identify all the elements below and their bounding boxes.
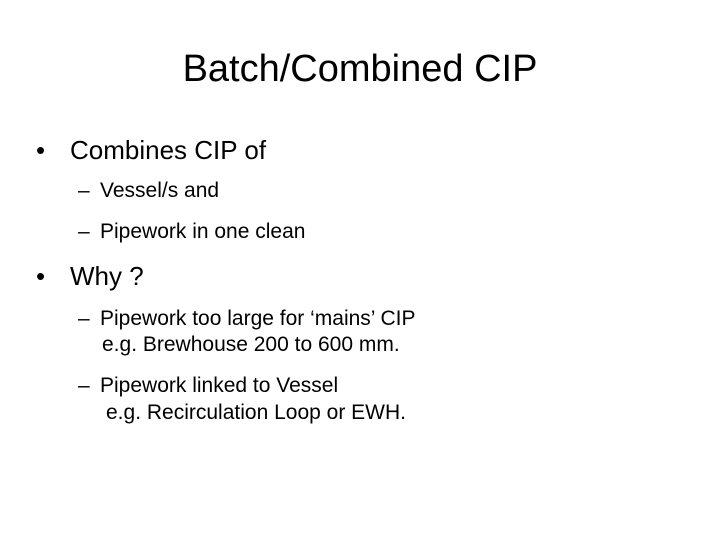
bullet-combines [36,134,266,166]
sub-bullet-marker: – [78,307,90,330]
sub-bullet-text: Vessel/s and [100,179,220,202]
bullet-text: Why ? [70,261,144,291]
bullet-text: Combines CIP of [70,135,267,165]
sub-bullet-marker: – [78,374,90,397]
sub-bullet-pipework-linked [78,373,338,399]
sub-bullet-marker: – [78,179,90,202]
sub-bullet-pipework-large [78,306,416,332]
sub-bullet-continuation: e.g. Recirculation Loop or EWH. [106,401,406,424]
sub-bullet-text: Pipework too large for ‘mains’ CIP [100,307,416,330]
sub-bullet-marker: – [78,220,90,243]
sub-bullet-vessels [78,178,219,204]
bullet-why [36,260,144,292]
sub-bullet-text: Pipework in one clean [100,220,306,243]
sub-bullet-text: Pipework linked to Vessel [100,374,339,397]
sub-bullet-pipework [78,219,305,245]
slide-title: Batch/Combined CIP [182,48,538,90]
sub-bullet-continuation: e.g. Brewhouse 200 to 600 mm. [102,333,400,356]
bullet-marker: • [36,135,46,165]
bullet-marker: • [36,261,46,291]
